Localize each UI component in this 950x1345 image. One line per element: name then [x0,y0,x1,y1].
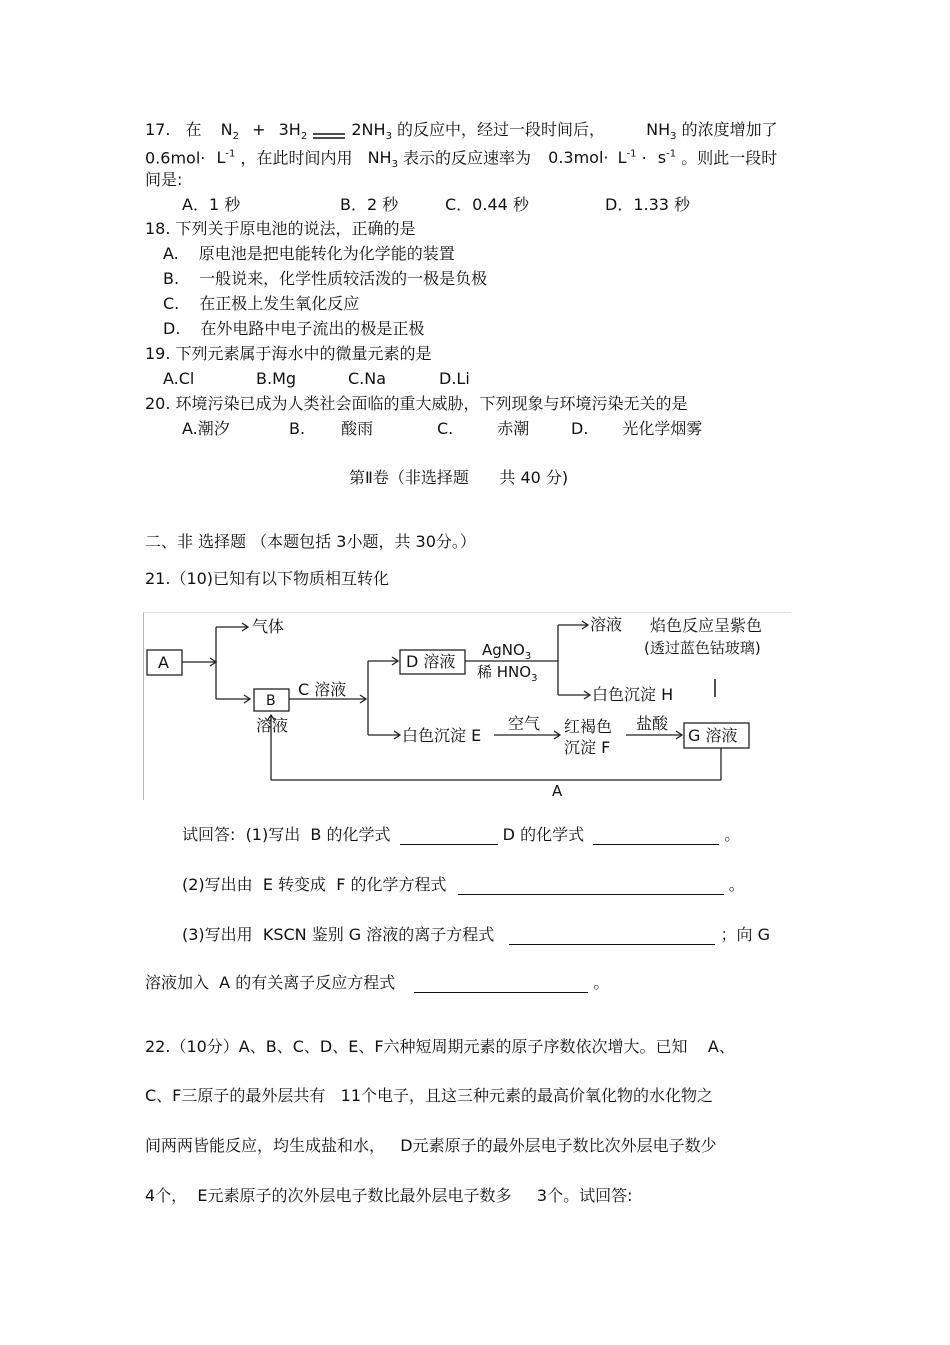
q20-option-b: B. 酸雨 [289,419,374,438]
diagram-c-solution: C 溶液 [298,680,347,699]
diagram-node-d: D 溶液 [406,652,456,671]
answer-blank-g-plus-a[interactable] [414,976,588,993]
diagram-precipitate-f: 沉淀 F [564,738,611,757]
q20-option-a: A.潮汐 [182,419,230,438]
answer-blank-e-to-f[interactable] [458,878,724,895]
q19-stem: 19. 下列元素属于海水中的微量元素的是 [145,344,432,363]
q17-eq-n2: $N_2$ [220,120,239,143]
q17-number: 17. [145,120,171,139]
q21-sub3: (3)写出用 KSCN 鉴别 G 溶液的离子方程式 ；向 G [182,925,770,944]
diagram-node-b: B [266,693,276,709]
q17-option-a: A．1 秒 [182,195,241,214]
q19-option-b: B.Mg [256,369,297,388]
diagram-air: 空气 [508,714,541,733]
q17-option-c: C．0.44 秒 [445,195,529,214]
q17-line1: 17. 在 $N_2 + 3H_2$ $2NH_3$ 的反应中，经过一段时间后， $NH_3$ 的浓度增加了 [145,120,778,143]
q17-nh3: $NH_3$ [646,120,677,143]
q19-option-c: C.Na [348,369,387,388]
q18-option-b: B. 一般说来，化学性质较活泼的一极是负极 [163,269,488,288]
diagram-b-solution: 溶液 [256,716,289,735]
q18-stem: 18. 下列关于原电池的说法，正确的是 [145,219,416,238]
q17-eq-h2: $3H_2$ [278,120,308,143]
diagram-node-g: G 溶液 [688,726,738,745]
q18-option-a: A. 原电池是把电能转化为化学能的装置 [163,244,455,263]
q22-line3: 间两两皆能反应，均生成盐和水， D元素原子的最外层电子数比次外层电子数少 [145,1136,717,1155]
diagram-hcl: 盐酸 [636,714,669,733]
q18-option-c: C. 在正极上发生氧化反应 [163,294,360,313]
answer-blank-b-formula[interactable] [400,828,498,845]
q18-option-d: D. 在外电路中电子流出的极是正极 [163,319,425,338]
q17-eq-nh3: $2NH_3$ [351,120,392,143]
diagram-flame-test: 焰色反应呈紫色 [650,616,763,635]
diagram-gas: 气体 [252,617,285,636]
diagram-red-brown: 红褐色 [564,717,613,736]
q21-stem: 21.（10)已知有以下物质相互转化 [145,569,390,588]
reaction-flow-diagram [143,612,791,800]
diagram-hno3: 稀 $HNO_3$ [477,663,538,684]
q17-line3: 间是: [145,170,183,189]
q17-option-b: B．2 秒 [340,195,399,214]
answer-blank-d-formula[interactable] [593,828,719,845]
q22-line4: 4个， E元素原子的次外层电子数比最外层电子数多 3个。试回答: [145,1186,633,1205]
q22-line1: 22.（10分）A、B、C、D、E、F六种短周期元素的原子序数依次增大。已知 A、 [145,1037,735,1056]
diagram-white-e: 白色沉淀 E [402,726,482,745]
q19-option-d: D.Li [439,369,470,388]
diagram-solution: 溶液 [590,615,623,634]
q21-sub1: 试回答: (1)写出 B 的化学式 D 的化学式 。 [182,825,741,844]
answer-blank-kscn[interactable] [509,928,715,945]
q20-stem: 20. 环境污染已成为人类社会面临的重大威胁，下列现象与环境污染无关的是 [145,394,688,413]
q19-option-a: A.Cl [163,369,195,388]
diagram-agno3: AgNO$_3$ [482,641,532,662]
q17-option-d: D．1.33 秒 [605,195,691,214]
q22-line2: C、F三原子的最外层共有 11个电子，且这三种元素的最高价氧化物的水化物之 [145,1086,713,1105]
equilibrium-arrow-icon [312,126,346,136]
diagram-white-h: 白色沉淀 H [592,685,674,704]
q20-option-c: C. 赤潮 [437,419,530,438]
section-title: 第Ⅱ卷（非选择题 共 40 分) [349,468,569,487]
diagram-flame-note: (透过蓝色钴玻璃) [644,639,761,657]
q17-line2: $0.6mol\cdot L^{-1}$ ，在此时间内用 $NH_3$ 表示的反应速率为 $0.3mol\cdot L^{-1} \cdot s^{-1}$ 。则此一段时 [145,148,778,171]
diagram-node-a: A [158,653,169,672]
diagram-return-a: A [552,782,563,800]
q21-sub2: (2)写出由 E 转变成 F 的化学方程式 。 [182,875,745,894]
q21-sub3-cont: 溶液加入 A 的有关离子反应方程式 。 [145,973,610,992]
q20-option-d: D. 光化学烟雾 [571,419,703,438]
part2-heading: 二、非 选择题 （本题包括 3小题，共 30分。） [145,532,476,551]
